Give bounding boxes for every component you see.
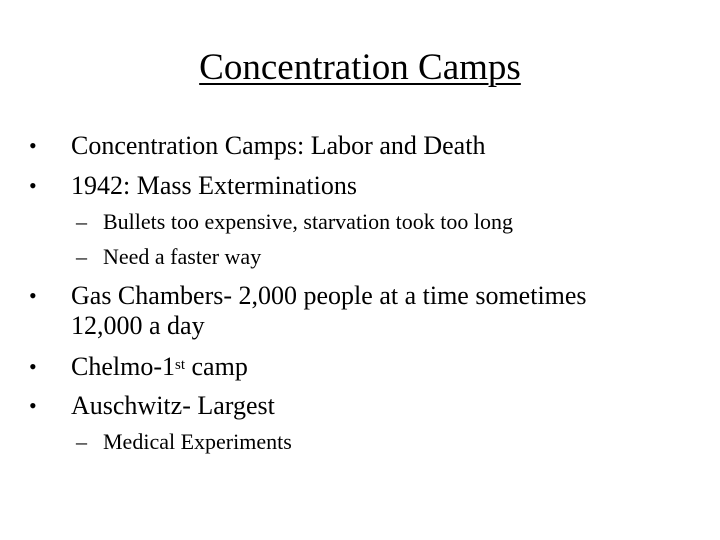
- bullet-text: 1942: Mass Exterminations: [71, 171, 357, 200]
- ordinal-superscript: st: [175, 357, 186, 373]
- slide-title: Concentration Camps: [199, 47, 521, 88]
- sub-bullet-text: Need a faster way: [103, 244, 262, 269]
- bullet-marker: •: [29, 173, 37, 198]
- sub-bullet-marker: –: [76, 429, 87, 454]
- bullet-marker: •: [29, 133, 37, 158]
- bullet-marker: •: [29, 283, 37, 308]
- bullet-text: Concentration Camps: Labor and Death: [71, 131, 486, 160]
- sub-bullet-marker: –: [76, 244, 87, 269]
- bullet-text-line: Gas Chambers- 2,000 people at a time sometimes: [71, 281, 587, 310]
- bullet-text: [71, 352, 691, 382]
- sub-bullet-text: Medical Experiments: [103, 429, 292, 454]
- sub-bullet-text: Bullets too expensive, starvation took too long: [103, 209, 514, 234]
- bullet-marker: •: [29, 354, 37, 379]
- bullet-marker: •: [29, 393, 37, 418]
- sub-bullet-marker: –: [76, 209, 87, 234]
- bullet-text: Auschwitz- Largest: [71, 391, 275, 420]
- bullet-text-suffix: camp: [185, 352, 248, 381]
- bullet-text-line: 12,000 a day: [71, 311, 205, 340]
- bullet-text-prefix: Chelmo-1: [71, 352, 175, 381]
